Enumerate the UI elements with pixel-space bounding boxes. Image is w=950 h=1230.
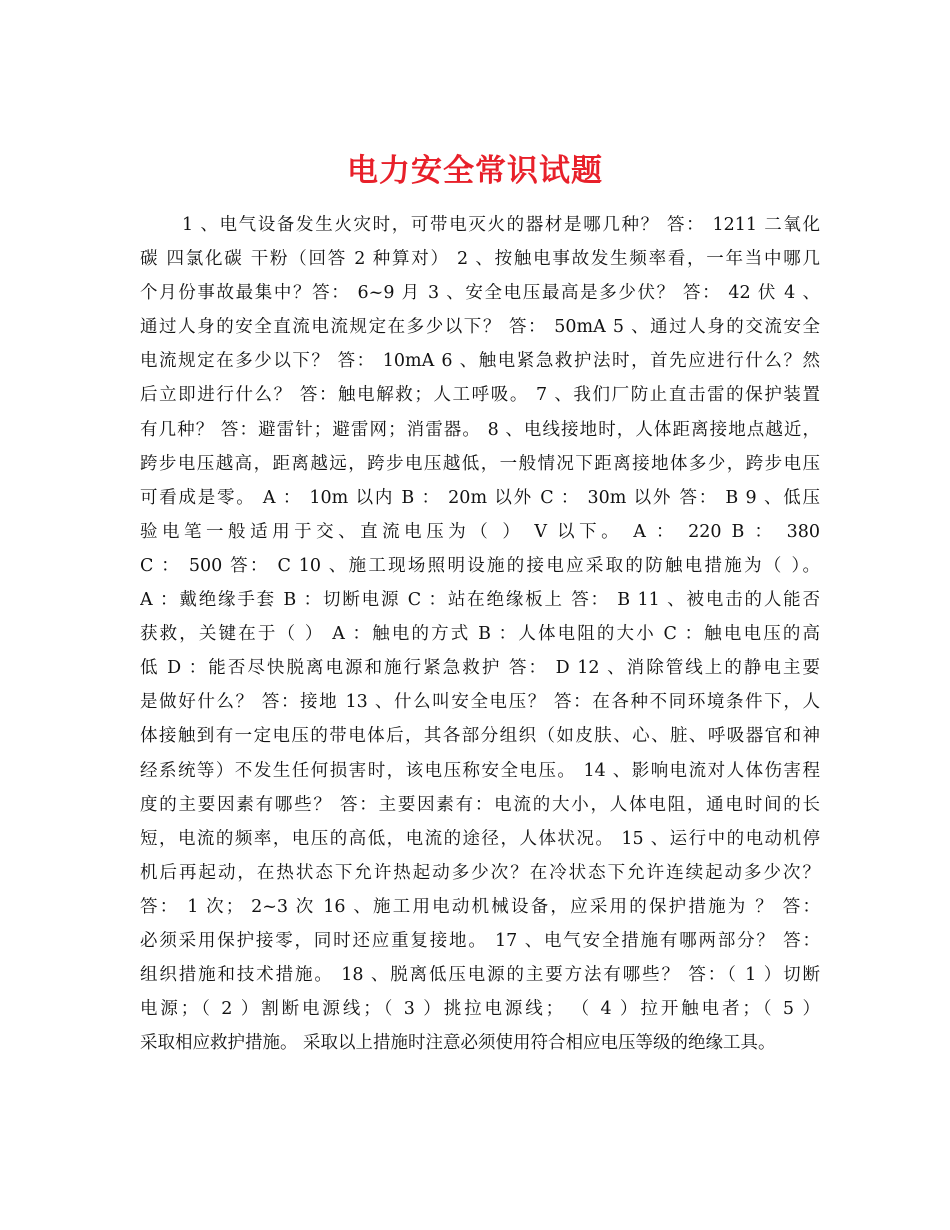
text-line: 必须采用保护接零，同时还应重复接地。 17 、电气安全措施有哪两部分？ 答： <box>140 930 820 951</box>
text-line: 短，电流的频率，电压的高低，电流的途径，人体状况。 15 、运行中的电动机停 <box>140 828 820 849</box>
text-line: 是做好什么？ 答：接地 13 、什么叫安全电压？ 答：在各种不同环境条件下，人 <box>140 692 820 713</box>
page-title: 电力安全常识试题 <box>347 152 603 189</box>
text-line: 获救，关键在于（ ） A ：触电的方式 B ：人体电阻的大小 C ：触电电压的高 <box>140 624 820 645</box>
text-line: A ：戴绝缘手套 B ：切断电源 C ：站在绝缘板上 答： B 11 、被电击的人能否 <box>140 590 820 611</box>
text-line: 采取相应救护措施。 采取以上措施时注意必须使用符合相应电压等级的绝缘工具。 <box>140 1033 776 1054</box>
text-line: 答： 1 次； 2~3 次 16 、施工用电动机械设备，应采用的保护措施为 ？ 答： <box>140 896 820 917</box>
text-line: 电流规定在多少以下？ 答： 10mA 6 、触电紧急救护法时，首先应进行什么？然 <box>140 351 820 372</box>
text-line: 碳 四氯化碳 干粉（回答 2 种算对） 2 、按触电事故发生频率看，一年当中哪几 <box>140 249 820 270</box>
question-text-block <box>140 208 820 1060</box>
text-line: 机后再起动，在热状态下允许热起动多少次？在冷状态下允许连续起动多少次？ <box>140 862 820 883</box>
text-line: 低 D ：能否尽快脱离电源和施行紧急救护 答： D 12 、消除管线上的静电主要 <box>140 658 820 679</box>
text-line: 有几种？ 答：避雷针；避雷网；消雷器。 8 、电线接地时，人体距离接地点越近， <box>140 419 820 440</box>
text-line: C ： 500 答： C 10 、施工现场照明设施的接电应采取的防触电措施为（ ）。 <box>140 555 820 576</box>
text-line: 验电笔一般适用于交、直流电压为（ ） V 以下。 A ： 220 B ： 380 <box>140 521 820 542</box>
text-line: 体接触到有一定电压的带电体后，其各部分组织（如皮肤、心、脏、呼吸器官和神 <box>140 726 820 747</box>
text-line: 个月份事故最集中？答： 6~9 月 3 、安全电压最高是多少伏？ 答： 42 伏 4 、 <box>140 283 820 304</box>
text-line: 后立即进行什么？ 答：触电解救；人工呼吸。 7 、我们厂防止直击雷的保护装置 <box>140 385 820 406</box>
text-line: 可看成是零。 A ： 10m 以内 B ： 20m 以外 C ： 30m 以外 答： B 9 、低压 <box>140 487 820 508</box>
text-line: 度的主要因素有哪些？ 答：主要因素有：电流的大小，人体电阻，通电时间的长 <box>140 794 820 815</box>
text-line: 1 、电气设备发生火灾时，可带电灭火的器材是哪几种？ 答： 1211 二氧化 <box>182 215 820 235</box>
text-line: 电源；（ 2 ）割断电源线；（ 3 ）挑拉电源线； （ 4 ）拉开触电者；（ 5 ） <box>140 999 820 1020</box>
text-line: 经系统等）不发生任何损害时，该电压称安全电压。 14 、影响电流对人体伤害程 <box>140 760 820 781</box>
text-line: 组织措施和技术措施。 18 、脱离低压电源的主要方法有哪些？ 答：（ 1 ）切断 <box>140 965 820 986</box>
text-line: 跨步电压越高，距离越远，跨步电压越低，一般情况下距离接地体多少，跨步电压 <box>140 453 820 474</box>
text-line: 通过人身的安全直流电流规定在多少以下？ 答： 50mA 5 、通过人身的交流安全 <box>140 317 820 338</box>
